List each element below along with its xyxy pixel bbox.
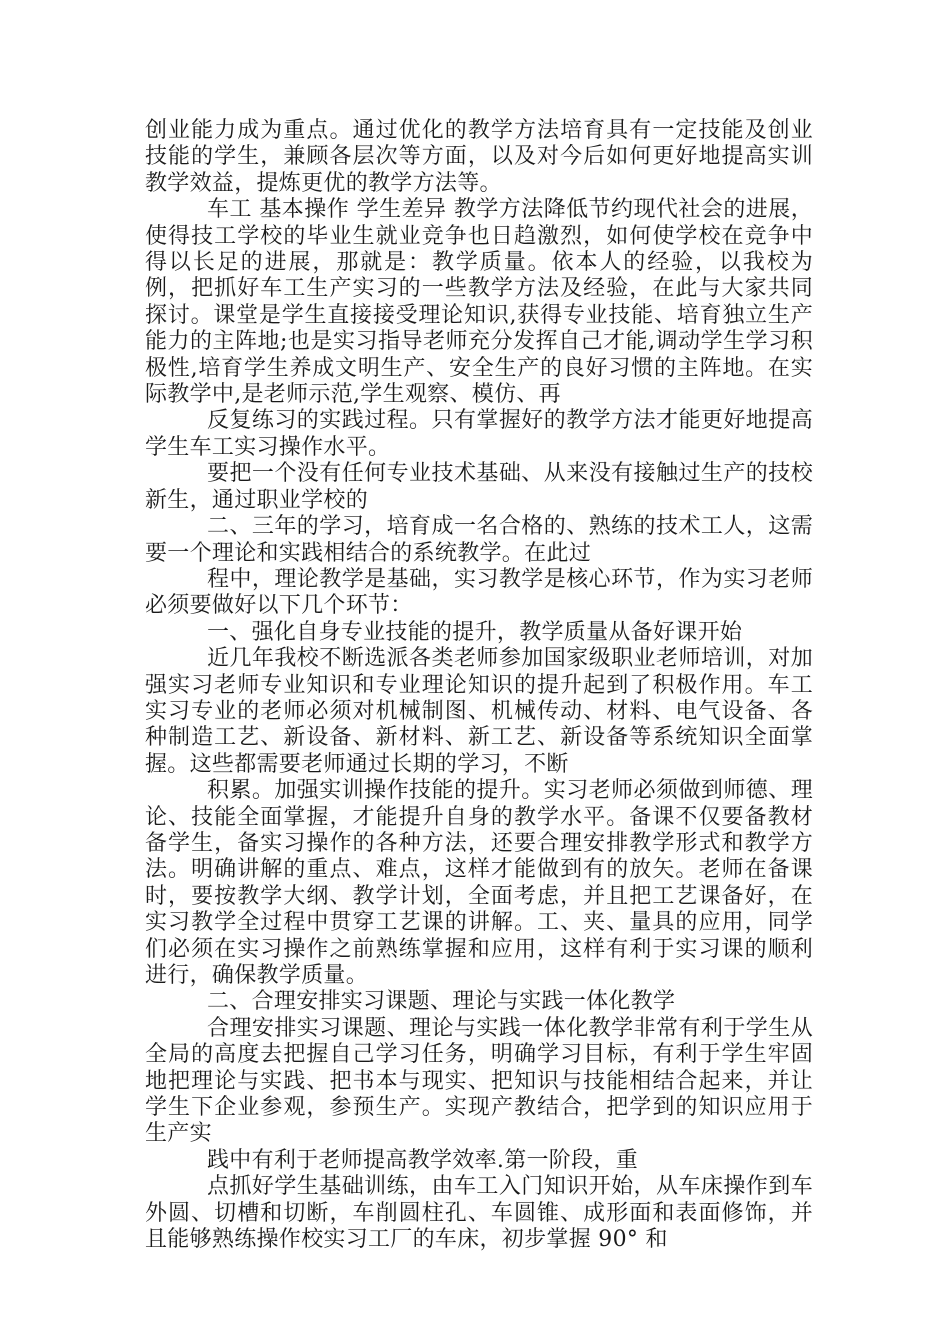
paragraph-4: 要把一个没有任何专业技术基础、从来没有接触过生产的技校新生，通过职业学校的 <box>145 461 813 513</box>
paragraph-5: 二、三年的学习，培育成一名合格的、熟练的技术工人，这需要一个理论和实践相结合的系统教学。在此过 <box>145 514 813 566</box>
body-text <box>145 118 813 1253</box>
paragraph-8: 积累。加强实训操作技能的提升。实习老师必须做到师德、理论、技能全面掌握，才能提升自身的教学水平。备课不仅要备教材备学生，备实习操作的各种方法，还要合理安排教学形式和教学方法。明确讲解的重点、难点，这样才能做到有的放矢。老师在备课时，要按教学大纲、教学计划，全面考虑，并且把工艺课备好，在实习教学全过程中贯穿工艺课的讲解。工、夹、量具的应用，同学们必须在实习操作之前熟练掌握和应用，这样有利于实习课的顺利进行，确保教学质量。 <box>145 778 813 988</box>
paragraph-9: 合理安排实习课题、理论与实践一体化教学非常有利于学生从全局的高度去把握自己学习任务，明确学习目标，有利于学生牢固地把理论与实践、把书本与现实、把知识与技能相结合起来，并让学生下企业参观，参预生产。实现产教结合，把学到的知识应用于生产实 <box>145 1015 813 1147</box>
paragraph-2: 车工 基本操作 学生差异 教学方法降低节约现代社会的进展，使得技工学校的毕业生就业竞争也日趋激烈，如何使学校在竞争中得以长足的进展，那就是：教学质量。依本人的经验，以我校为例，把抓好车工生产实习的一些教学方法及经验，在此与大家共同探讨。课堂是学生直接接受理论知识,获得专业技能、培育独立生产能力的主阵地;也是实习指导老师充分发挥自己才能,调动学生学习积极性,培育学生养成文明生产、安全生产的良好习惯的主阵地。在实际教学中,是老师示范,学生观察、模仿、再 <box>145 197 813 408</box>
paragraph-3: 反复练习的实践过程。只有掌握好的教学方法才能更好地提高学生车工实习操作水平。 <box>145 408 813 460</box>
paragraph-6: 程中，理论教学是基础，实习教学是核心环节，作为实习老师必须要做好以下几个环节： <box>145 566 813 619</box>
paragraph-1: 创业能力成为重点。通过优化的教学方法培育具有一定技能及创业技能的学生，兼顾各层次等方面，以及对今后如何更好地提高实训教学效益，提炼更优的教学方法等。 <box>145 118 813 196</box>
section-heading-1: 一、强化自身专业技能的提升，教学质量从备好课开始 <box>207 619 743 645</box>
paragraph-11: 点抓好学生基础训练，由车工入门知识开始，从车床操作到车外圆、切槽和切断，车削圆柱孔、车圆锥、成形面和表面修饰，并且能够熟练操作校实习工厂的车床，初步掌握 90° 和 <box>145 1174 813 1253</box>
paragraph-10: 践中有利于老师提高教学效率.第一阶段，重 <box>207 1147 638 1173</box>
paragraph-7: 近几年我校不断选派各类老师参加国家级职业老师培训，对加强实习老师专业知识和专业理论知识的提升起到了积极作用。车工实习专业的老师必须对机械制图、机械传动、材料、电气设备、各种制造工艺、新设备、新材料、新工艺、新设备等系统知识全面掌握。这些都需要老师通过长期的学习，不断 <box>145 646 813 777</box>
section-heading-2: 二、合理安排实习课题、理论与实践一体化教学 <box>207 989 676 1015</box>
